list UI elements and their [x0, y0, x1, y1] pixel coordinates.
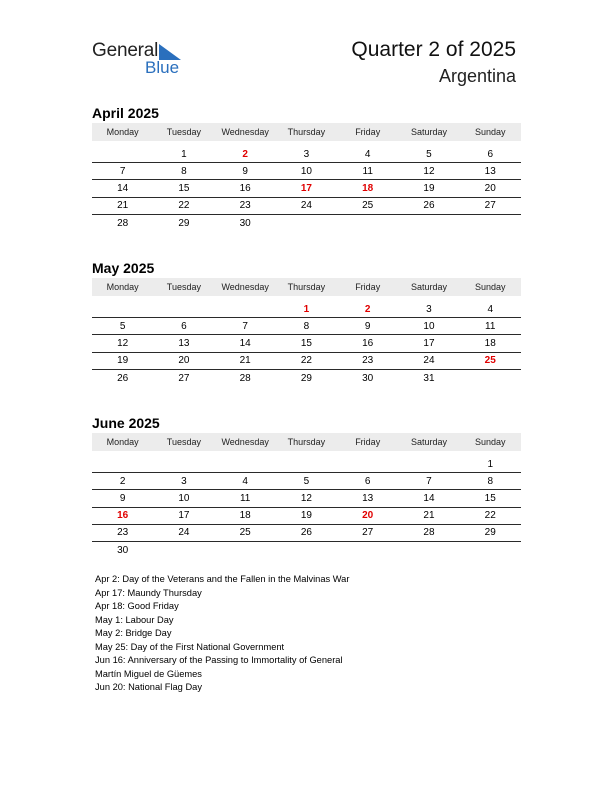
holiday-note: May 2: Bridge Day: [95, 628, 172, 638]
week-row: [92, 335, 521, 352]
day-cell: 12: [117, 337, 129, 349]
week-row: [92, 180, 521, 197]
day-cell: 8: [487, 475, 493, 487]
day-cell: 3: [303, 148, 310, 160]
week-row: [92, 318, 521, 335]
holiday-day-cell: 20: [362, 510, 374, 522]
holiday-note: Martín Miguel de Güemes: [95, 668, 202, 679]
weekday-label: Thursday: [287, 437, 326, 447]
brand-line1: General: [92, 40, 159, 61]
weekday-label: Monday: [106, 437, 139, 447]
day-cell: 4: [364, 148, 371, 160]
week-row: [92, 473, 521, 490]
month-title: June 2025: [92, 415, 160, 431]
day-cell: 15: [300, 337, 312, 349]
holiday-note: May 25: Day of the First National Government: [95, 641, 285, 652]
day-cell: 30: [239, 217, 251, 229]
week-row: [92, 542, 521, 559]
day-cell: 23: [362, 355, 374, 367]
day-cell: 12: [300, 492, 312, 504]
week-row: [92, 198, 521, 215]
day-cell: 22: [178, 200, 190, 212]
holiday-notes: [95, 573, 349, 695]
day-cell: 21: [423, 510, 435, 522]
day-cell: 4: [487, 303, 493, 315]
page-title: Quarter 2 of 2025: [351, 38, 516, 61]
weekday-label: Wednesday: [221, 127, 269, 137]
weekday-label: Wednesday: [221, 437, 269, 447]
day-cell: 12: [423, 165, 435, 177]
weekday-label: Sunday: [474, 282, 506, 292]
weekday-label: Saturday: [410, 127, 447, 137]
day-cell: 15: [178, 182, 190, 194]
month-title: April 2025: [92, 105, 159, 121]
week-row: [92, 301, 521, 318]
day-cell: 13: [362, 492, 374, 504]
weekday-label: Friday: [355, 127, 381, 137]
day-cell: 10: [300, 165, 312, 177]
holiday-day-cell: 25: [484, 355, 496, 367]
day-cell: 7: [119, 165, 126, 177]
weekday-label: Thursday: [287, 282, 326, 292]
day-cell: 27: [178, 372, 190, 384]
holiday-note: May 1: Labour Day: [95, 614, 174, 625]
day-cell: 14: [117, 182, 129, 194]
week-row: [92, 508, 521, 525]
day-cell: 17: [178, 510, 190, 522]
day-cell: 30: [117, 545, 129, 557]
weekday-header: [92, 433, 521, 451]
day-cell: 21: [117, 200, 129, 212]
day-cell: 16: [362, 337, 374, 349]
holiday-day-cell: 2: [364, 303, 371, 315]
day-cell: 24: [423, 355, 435, 367]
holiday-day-cell: 16: [117, 510, 129, 522]
week-row: [92, 525, 521, 542]
day-cell: 6: [364, 475, 371, 487]
day-cell: 3: [426, 303, 432, 315]
weekday-label: Sunday: [474, 127, 506, 137]
day-cell: 29: [484, 527, 496, 539]
day-cell: 24: [178, 527, 190, 539]
day-cell: 15: [484, 492, 496, 504]
day-cell: 31: [423, 372, 435, 384]
day-cell: 28: [423, 527, 435, 539]
holiday-note: Jun 20: National Flag Day: [95, 682, 202, 692]
week-row: [92, 353, 521, 370]
month-may: [92, 258, 521, 387]
day-cell: 4: [242, 475, 248, 487]
day-cell: 25: [362, 200, 374, 212]
weekday-label: Friday: [355, 282, 381, 292]
weekday-label: Friday: [355, 437, 381, 447]
day-cell: 20: [484, 182, 496, 194]
holiday-note: Apr 2: Day of the Veterans and the Fallen in the Malvinas War: [95, 574, 350, 584]
holiday-note: Jun 16: Anniversary of the Passing to Immortality of General: [95, 655, 343, 665]
day-cell: 26: [117, 372, 129, 384]
weekday-header: [92, 278, 521, 296]
weekday-label: Monday: [106, 127, 139, 137]
week-row: [92, 146, 521, 163]
day-cell: 22: [484, 510, 496, 522]
weekday-header: [92, 123, 521, 141]
day-cell: 3: [181, 475, 187, 487]
month-april: [92, 103, 521, 232]
week-row: [92, 163, 521, 180]
day-cell: 7: [242, 320, 248, 332]
day-cell: 19: [423, 182, 435, 194]
day-cell: 5: [119, 320, 126, 332]
day-cell: 29: [178, 217, 190, 229]
week-row: [92, 456, 521, 473]
day-cell: 10: [178, 492, 190, 504]
day-cell: 27: [362, 527, 374, 539]
day-cell: 5: [303, 475, 310, 487]
day-cell: 9: [119, 492, 126, 504]
day-cell: 7: [426, 475, 432, 487]
day-cell: 11: [362, 165, 373, 177]
day-cell: 27: [484, 200, 496, 212]
day-cell: 26: [300, 527, 312, 539]
day-cell: 6: [487, 148, 493, 160]
day-cell: 23: [239, 200, 251, 212]
holiday-day-cell: 2: [242, 148, 248, 160]
day-cell: 14: [239, 337, 251, 349]
day-cell: 11: [239, 492, 251, 504]
day-cell: 2: [119, 475, 126, 487]
weekday-label: Monday: [106, 282, 139, 292]
day-cell: 16: [239, 182, 251, 194]
day-cell: 13: [484, 165, 496, 177]
brand-line2: Blue: [145, 58, 180, 77]
month-title: May 2025: [92, 260, 155, 276]
day-cell: 1: [487, 458, 493, 470]
day-cell: 18: [239, 510, 251, 522]
brand-logo: [92, 38, 192, 80]
day-cell: 23: [117, 527, 129, 539]
day-cell: 20: [178, 355, 190, 367]
day-cell: 19: [117, 355, 129, 367]
holiday-day-cell: 18: [362, 182, 374, 194]
weekday-label: Sunday: [474, 437, 506, 447]
day-cell: 17: [423, 337, 435, 349]
weekday-label: Tuesday: [166, 127, 201, 137]
week-row: [92, 490, 521, 507]
day-cell: 22: [300, 355, 312, 367]
day-cell: 13: [178, 337, 190, 349]
holiday-day-cell: 1: [303, 303, 310, 315]
day-cell: 25: [239, 527, 251, 539]
holiday-day-cell: 17: [300, 182, 312, 194]
day-cell: 11: [485, 320, 496, 332]
week-row: [92, 215, 521, 232]
day-cell: 30: [362, 372, 374, 384]
day-cell: 29: [300, 372, 312, 384]
weekday-label: Thursday: [287, 127, 326, 137]
weekday-label: Saturday: [410, 437, 447, 447]
day-cell: 1: [181, 148, 187, 160]
weekday-label: Wednesday: [221, 282, 269, 292]
day-cell: 24: [300, 200, 312, 212]
day-cell: 9: [242, 165, 248, 177]
day-cell: 8: [303, 320, 310, 332]
day-cell: 18: [484, 337, 496, 349]
day-cell: 14: [423, 492, 435, 504]
day-cell: 19: [300, 510, 312, 522]
day-cell: 28: [239, 372, 251, 384]
month-june: [92, 413, 521, 559]
day-cell: 28: [117, 217, 129, 229]
day-cell: 10: [423, 320, 435, 332]
weekday-label: Saturday: [410, 282, 447, 292]
week-row: [92, 370, 521, 387]
day-cell: 26: [423, 200, 435, 212]
weekday-label: Tuesday: [166, 437, 201, 447]
day-cell: 9: [364, 320, 371, 332]
day-cell: 8: [181, 165, 187, 177]
holiday-note: Apr 18: Good Friday: [95, 601, 179, 611]
holiday-note: Apr 17: Maundy Thursday: [95, 587, 202, 598]
day-cell: 21: [239, 355, 251, 367]
day-cell: 5: [426, 148, 432, 160]
day-cell: 6: [181, 320, 187, 332]
country-name: Argentina: [438, 66, 516, 86]
weekday-label: Tuesday: [166, 282, 201, 292]
